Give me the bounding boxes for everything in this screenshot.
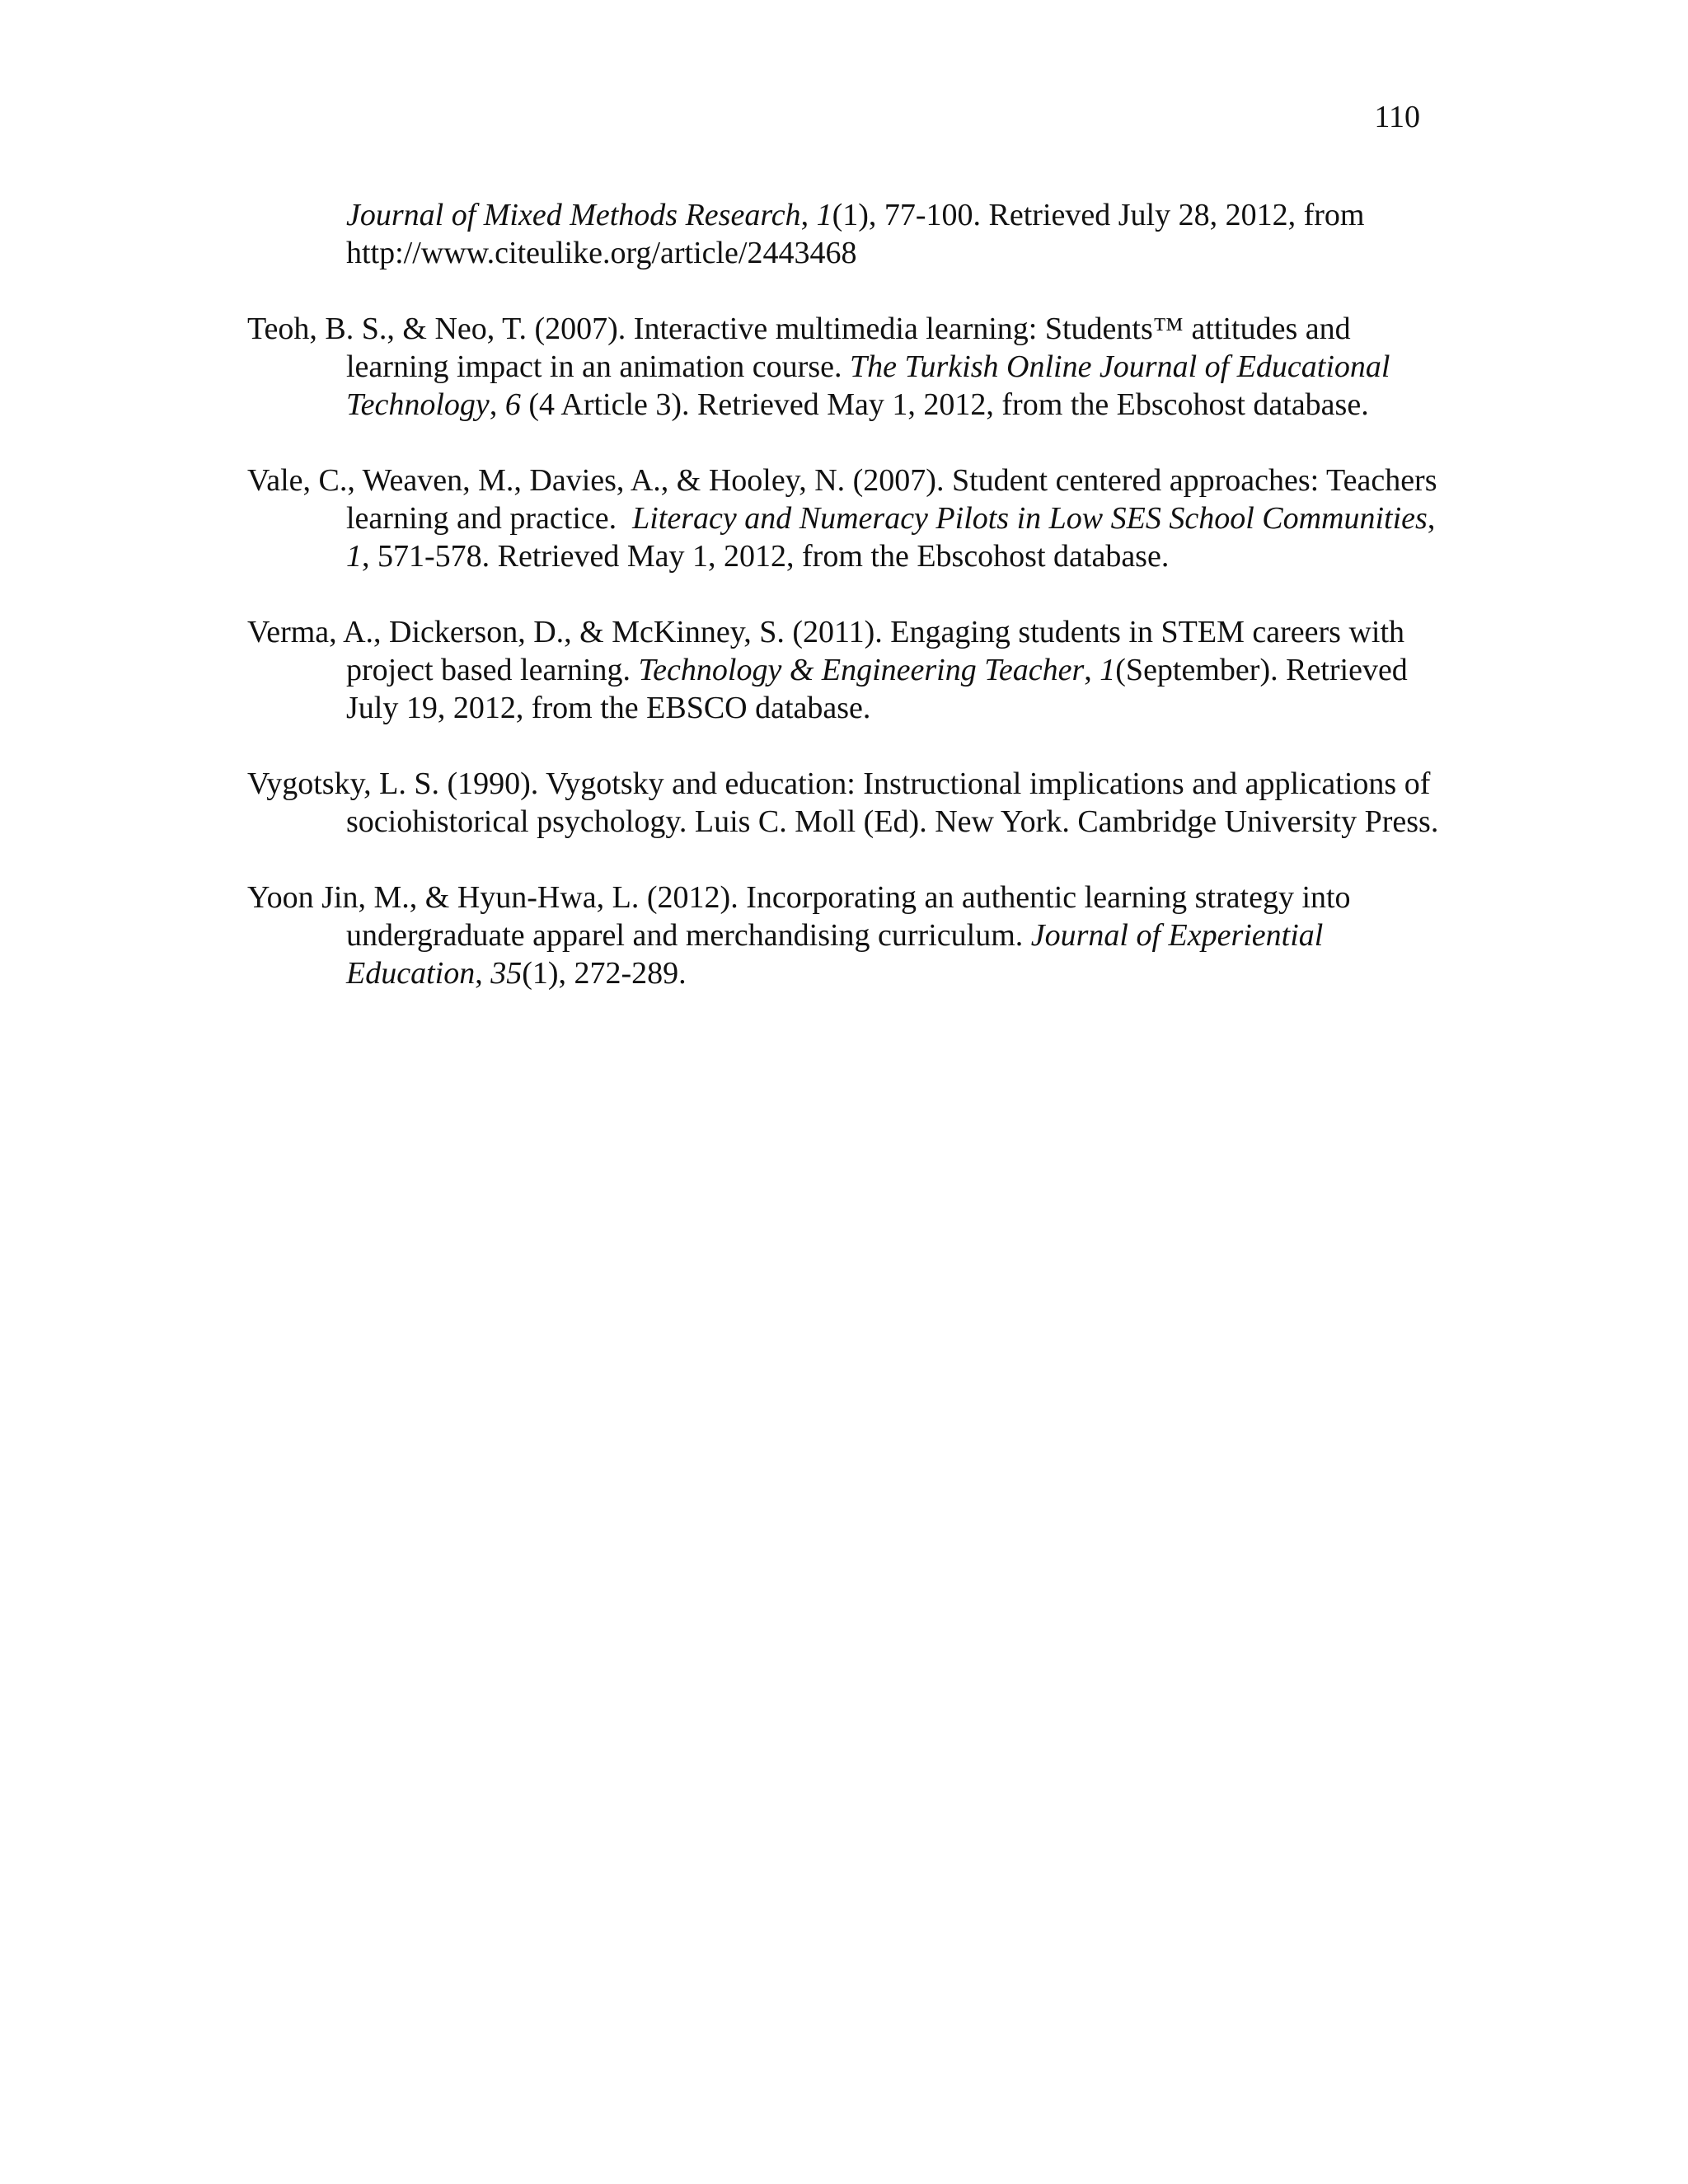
reference-italic-text: The Turkish Online Journal of Educational Technology <box>346 349 1398 422</box>
reference-text: , <box>1084 653 1100 687</box>
reference-italic-text: Technology & Engineering Teacher <box>638 653 1085 687</box>
reference-entry <box>247 613 1442 727</box>
reference-entry <box>247 310 1442 424</box>
reference-italic-text: Journal of Experiential Education <box>346 918 1331 991</box>
reference-entry <box>247 765 1442 841</box>
reference-italic-text: 6 <box>504 387 521 422</box>
reference-text: (4 Article 3). Retrieved May 1, 2012, from the Ebscohost database. <box>520 387 1369 422</box>
reference-text: (1), 272-289. <box>522 956 687 991</box>
reference-text: , <box>489 387 505 422</box>
reference-italic-text: 1 <box>816 198 832 232</box>
reference-entry-continuation <box>247 196 1442 272</box>
reference-italic-text: 35 <box>490 956 523 991</box>
reference-text: , <box>800 198 817 232</box>
reference-italic-text: Literacy and Numeracy Pilots in Low SES School Communities <box>632 501 1428 536</box>
reference-italic-text: 1 <box>346 539 362 574</box>
reference-text: (September). Retrieved July 19, 2012, from the EBSCO database. <box>346 653 1416 725</box>
reference-text: , 571-578. Retrieved May 1, 2012, from the Ebscohost database. <box>362 539 1170 574</box>
reference-text: Yoon Jin, M., & Hyun-Hwa, L. (2012). Incorporating an authentic learning strategy into undergraduate apparel and merchandising curriculum. <box>247 880 1359 953</box>
page-number: 110 <box>1374 100 1420 134</box>
reference-text: (1), 77-100. Retrieved July 28, 2012, from http://www.citeulike.org/article/2443468 <box>346 198 1372 270</box>
reference-text: Teoh, B. S., & Neo, T. (2007). Interactive multimedia learning: Students™ attitudes and learning impact in an animation course. <box>247 312 1359 384</box>
reference-text: Vale, C., Weaven, M., Davies, A., & Hooley, N. (2007). Student centered approaches: Teachers learning and practice. <box>247 463 1445 536</box>
reference-entry <box>247 879 1442 992</box>
reference-text: Vygotsky, L. S. (1990). Vygotsky and education: Instructional implications and applications of sociohistorical psychology. Luis C. Moll (Ed). New York. Cambridge University Press. <box>247 766 1439 839</box>
reference-italic-text: Journal of Mixed Methods Research <box>346 198 801 232</box>
reference-italic-text: 1 <box>1100 653 1116 687</box>
reference-text: , <box>475 956 491 991</box>
reference-list <box>247 196 1445 1030</box>
reference-text: , <box>1427 501 1443 536</box>
reference-entry <box>247 462 1445 575</box>
reference-text: Verma, A., Dickerson, D., & McKinney, S. (2011). Engaging students in STEM careers with project based learning. <box>247 615 1413 687</box>
